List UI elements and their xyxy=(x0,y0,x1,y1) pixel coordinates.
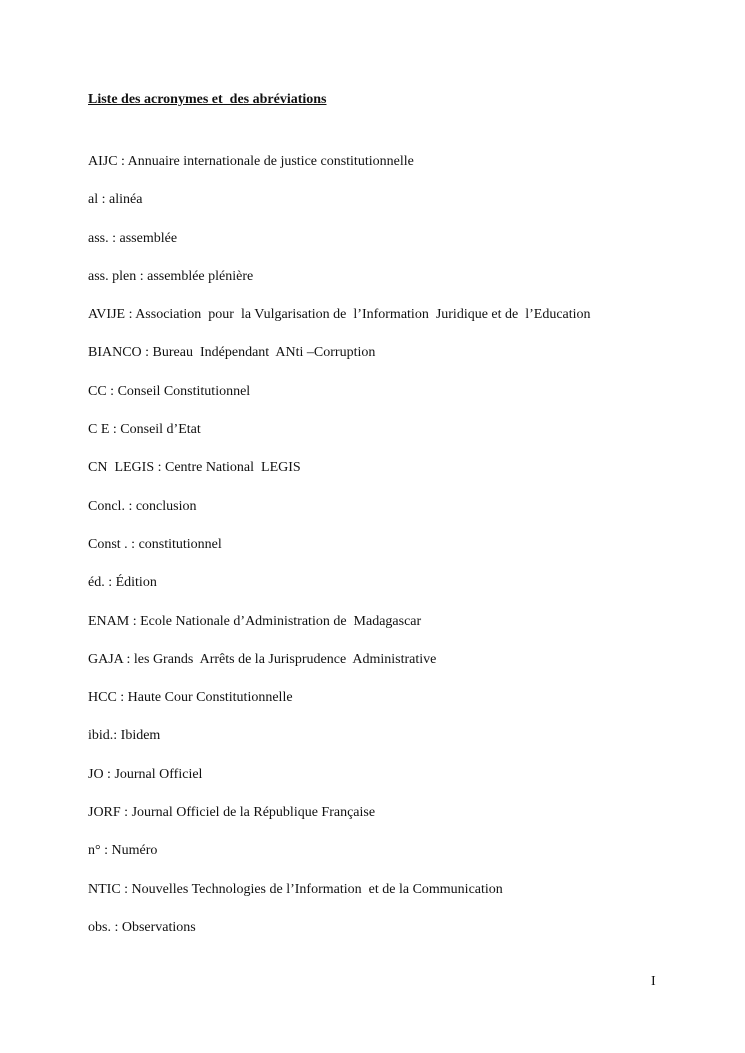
page-number: I xyxy=(651,974,656,989)
acronym-entry-bianco: BIANCO : Bureau Indépendant ANti –Corruption xyxy=(88,345,376,361)
acronym-entry-avije: AVIJE : Association pour la Vulgarisation de l’Information Juridique et de l’Education xyxy=(88,307,591,323)
acronym-entry-const: Const . : constitutionnel xyxy=(88,536,222,552)
acronym-entry-jo: JO : Journal Officiel xyxy=(88,766,203,782)
acronym-entry-cc: CC : Conseil Constitutionnel xyxy=(88,383,251,399)
acronym-entry-ce: C E : Conseil d’Etat xyxy=(88,422,201,438)
acronym-entry-ass-plen: ass. plen : assemblée plénière xyxy=(88,268,254,284)
acronym-entry-aijc: AIJC : Annuaire internationale de justice constitutionnelle xyxy=(88,154,414,169)
acronym-entry-hcc: HCC : Haute Cour Constitutionnelle xyxy=(88,690,293,706)
acronym-entry-ntic: NTIC : Nouvelles Technologies de l’Information et de la Communication xyxy=(88,881,503,897)
acronym-entry-enam: ENAM : Ecole Nationale d’Administration de Madagascar xyxy=(88,613,422,629)
acronym-entry-gaja: GAJA : les Grands Arrêts de la Jurisprudence Administrative xyxy=(88,651,437,667)
acronym-entry-ibid: ibid.: Ibidem xyxy=(88,728,161,744)
acronym-entry-cn-legis: CN LEGIS : Centre National LEGIS xyxy=(88,460,301,476)
acronym-entry-concl: Concl. : conclusion xyxy=(88,498,197,514)
acronym-entry-obs: obs. : Observations xyxy=(88,919,196,935)
page-title: Liste des acronymes et des abréviations xyxy=(88,92,327,107)
acronym-entry-jorf: JORF : Journal Officiel de la République Française xyxy=(88,805,376,821)
acronym-entry-al: al : alinéa xyxy=(88,192,143,208)
acronym-entry-ed: éd. : Édition xyxy=(88,575,157,591)
acronym-entry-numero: n° : Numéro xyxy=(88,843,158,859)
acronym-entry-ass: ass. : assemblée xyxy=(88,230,178,246)
acronym-list xyxy=(88,153,591,957)
